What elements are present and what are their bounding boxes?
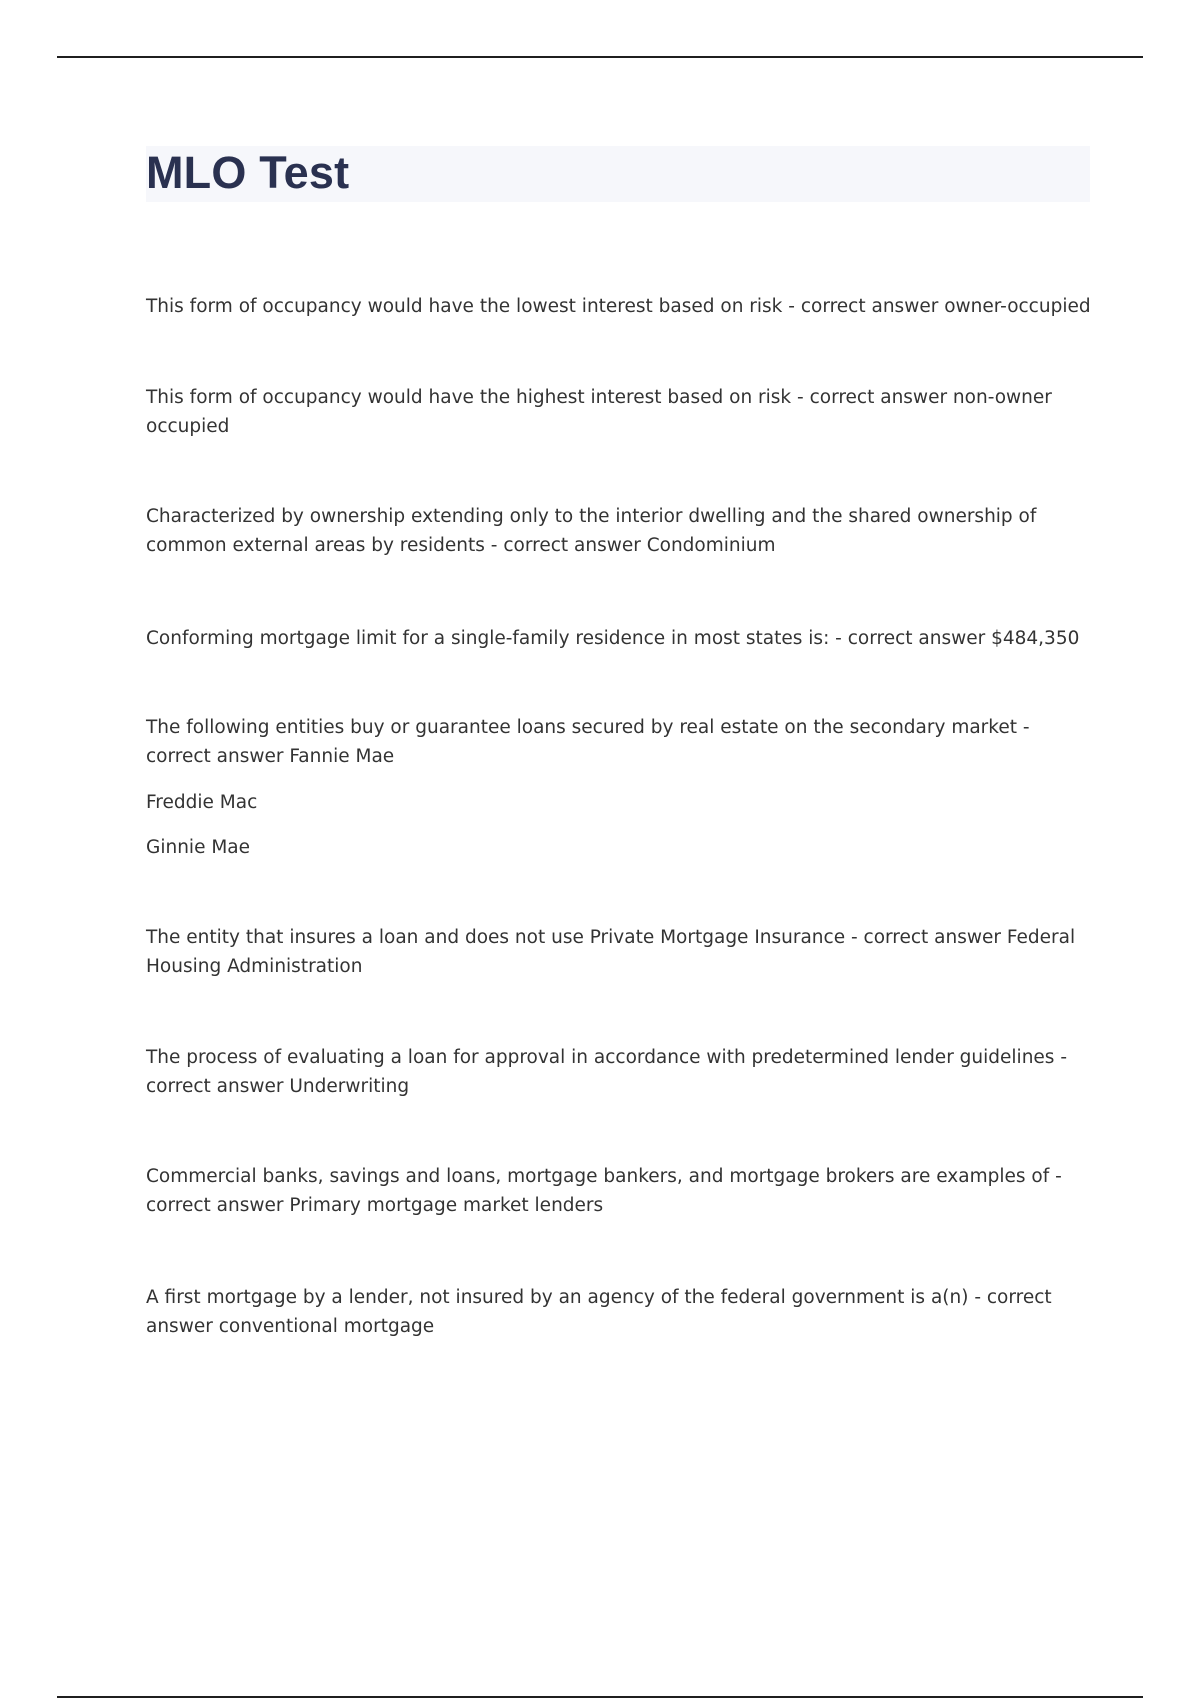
qa-item: This form of occupancy would have the highest interest based on risk - correct answer non-owner occupied [146, 387, 1052, 437]
qa-item: The process of evaluating a loan for approval in accordance with predetermined lender guidelines - correct answer Underwriting [146, 1047, 1067, 1097]
bottom-rule [57, 1696, 1143, 1698]
qa-answer-continuation: Ginnie Mae [146, 837, 251, 858]
qa-item: This form of occupancy would have the lowest interest based on risk - correct answer owner-occupied [146, 296, 1091, 317]
qa-item: Conforming mortgage limit for a single-family residence in most states is: - correct answer $484,350 [146, 628, 1080, 649]
page-title: MLO Test [146, 147, 350, 198]
qa-item: Characterized by ownership extending only to the interior dwelling and the shared ownership of common external areas by residents - correct answer Condominium [146, 506, 1037, 556]
qa-item: A first mortgage by a lender, not insured by an agency of the federal government is a(n) - correct answer conventional mortgage [146, 1287, 1052, 1337]
qa-item: The following entities buy or guarantee loans secured by real estate on the secondary market - correct answer Fannie Mae [146, 717, 1030, 767]
qa-answer-continuation: Freddie Mac [146, 792, 258, 813]
top-rule [57, 56, 1143, 58]
qa-item: The entity that insures a loan and does not use Private Mortgage Insurance - correct answer Federal Housing Administration [146, 927, 1076, 977]
qa-item: Commercial banks, savings and loans, mortgage bankers, and mortgage brokers are examples of - correct answer Primary mortgage market lenders [146, 1166, 1062, 1216]
